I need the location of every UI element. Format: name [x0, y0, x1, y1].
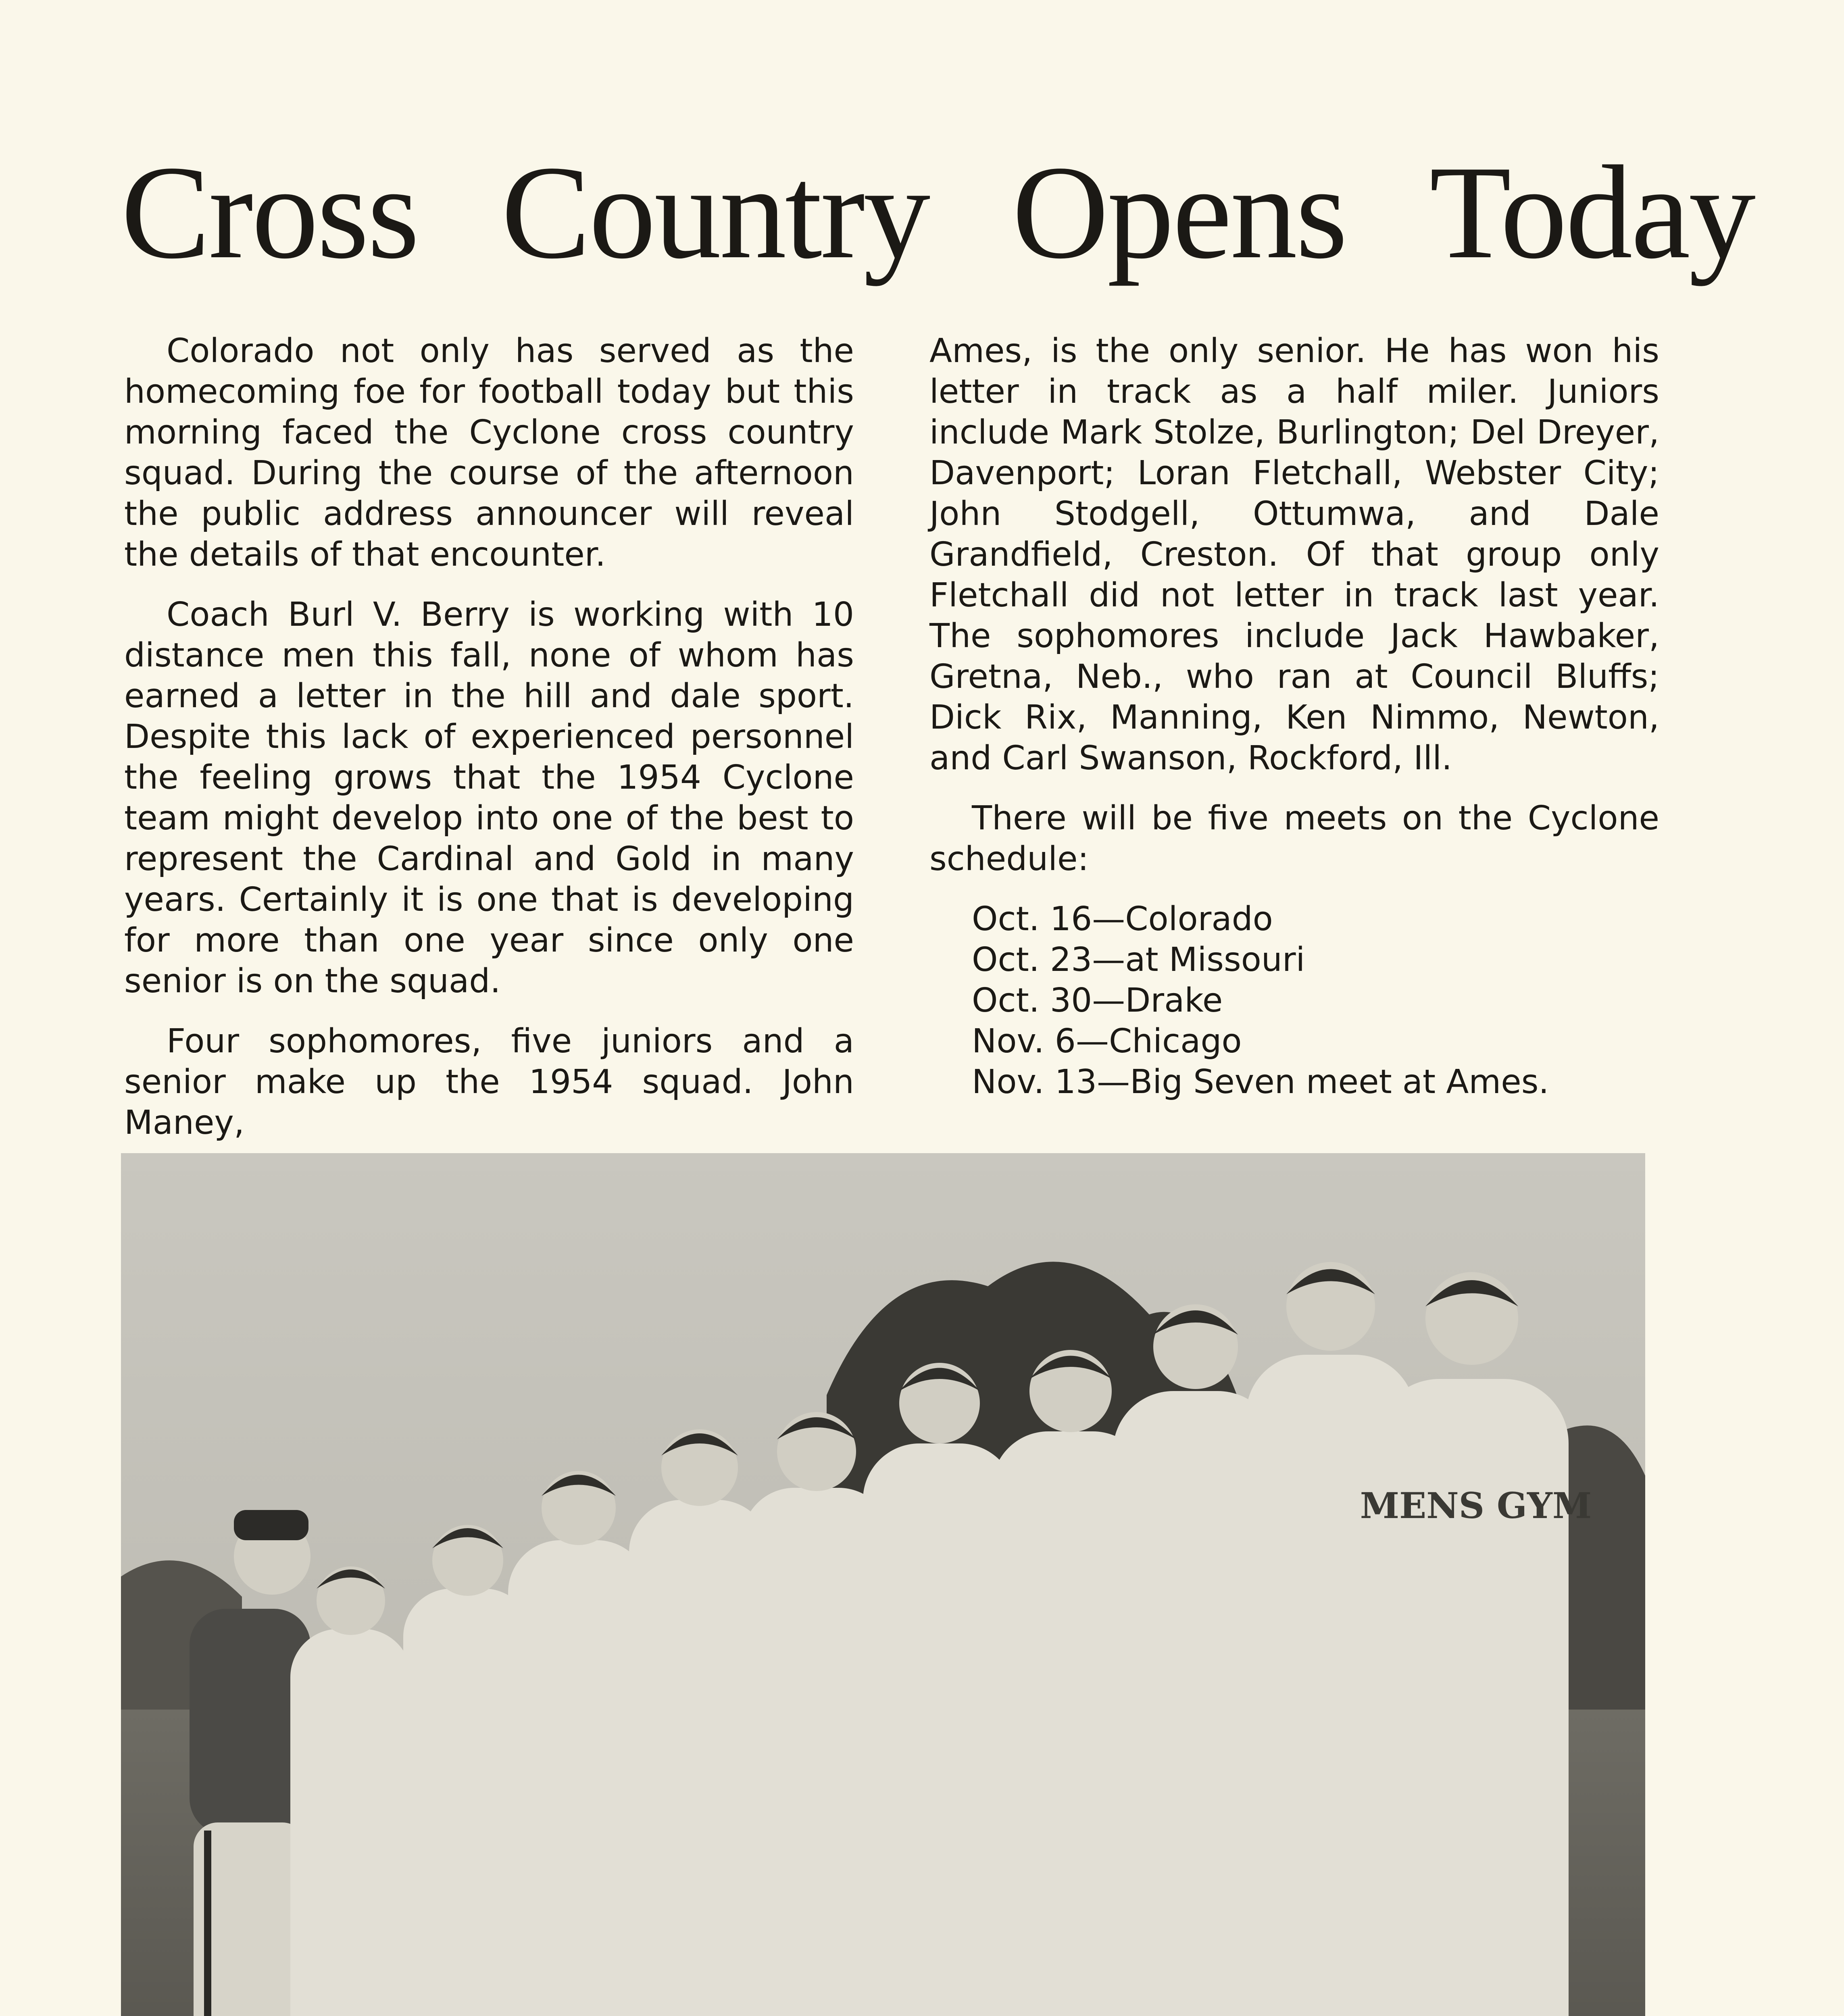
- article-paragraph: Colorado not only has served as the homecoming foe for football today but this morning faced the Cyclone cross country squad. During the course of the afternoon the public address announcer will reveal the details of that encounter.: [124, 332, 854, 574]
- runner-1: [290, 1629, 411, 2016]
- headline-word-1: Cross: [121, 138, 418, 286]
- schedule-item: Nov. 6—Chicago: [972, 1022, 1242, 1060]
- sweatshirt-lettering: MENS GYM: [1360, 1485, 1592, 1527]
- article-paragraph: Coach Burl V. Berry is working with 10 distance men this fall, none of whom has earned a letter in the hill and dale sport. Despite this lack of experienced personnel the feeling grows that the 1954 Cyclone team might develop into one of the best to represent the Cardinal and Gold in many years. Certainly it is one that is developing for more than one year since only one senior is on the squad.: [124, 596, 854, 1000]
- headline-word-4: Today: [1429, 138, 1754, 286]
- headline-word-3: Opens: [1012, 138, 1346, 286]
- meet-schedule: [929, 899, 1659, 1102]
- schedule-item: Oct. 30—Drake: [972, 981, 1223, 1020]
- article-paragraph: There will be five meets on the Cyclone schedule:: [929, 799, 1659, 878]
- article-paragraph: Four sophomores, five juniors and a senior make up the 1954 squad. John Maney,: [124, 1022, 854, 1142]
- headline: [121, 138, 1754, 286]
- schedule-item: Nov. 13—Big Seven meet at Ames.: [972, 1063, 1549, 1101]
- article-paragraph: Ames, is the only senior. He has won his letter in track as a half miler. Juniors include Mark Stolze, Burlington; Del Dreyer, Davenport; Loran Fletchall, Webster City; John Stodgell, Ottumwa, and Dale Grandfield, Creston. Of that group only Fletchall did not letter in track last year. The sophomores include Jack Hawbaker, Gretna, Neb., who ran at Council Bluffs; Dick Rix, Manning, Ken Nimmo, Newton, and Carl Swanson, Rockford, Ill.: [929, 332, 1659, 777]
- schedule-item: Oct. 23—at Missouri: [972, 941, 1305, 979]
- team-photo: [121, 1153, 1645, 2016]
- article-right-column: [929, 331, 1659, 1102]
- schedule-item: Oct. 16—Colorado: [972, 900, 1273, 938]
- runner-10: [1375, 1379, 1569, 2016]
- team-photo-illustration: [121, 1153, 1645, 2016]
- headline-word-2: Country: [501, 138, 929, 286]
- runner-3: [508, 1540, 649, 2016]
- article-left-column: [124, 331, 854, 1162]
